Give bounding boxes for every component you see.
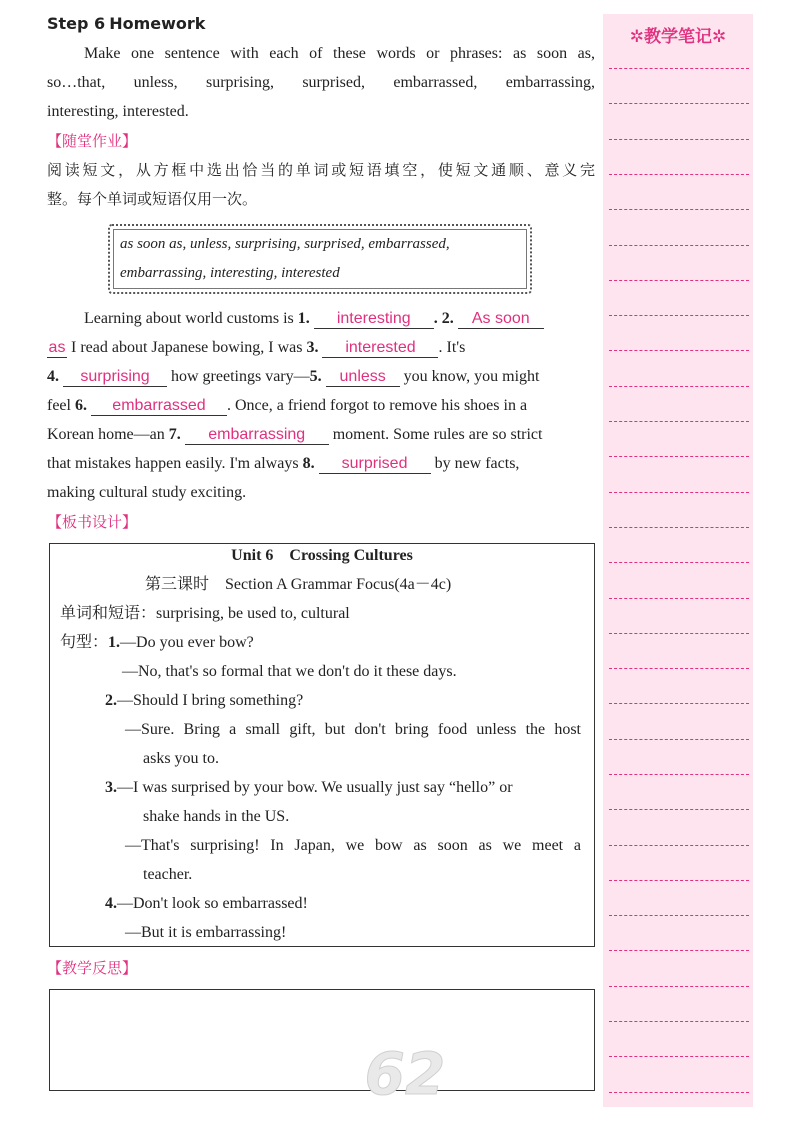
passage-text: by new facts, bbox=[430, 455, 520, 472]
notes-rule bbox=[609, 986, 749, 987]
notes-rule bbox=[609, 456, 749, 457]
pattern-num-2: 2. bbox=[105, 692, 117, 709]
notes-rule bbox=[609, 174, 749, 175]
homework-line-1: Make one sentence with each of these words or phrases: as soon as, bbox=[84, 45, 595, 62]
passage-text: how greetings vary— bbox=[167, 368, 310, 385]
homework-line-2: so…that, unless, surprising, surprised, embarrassed, embarrassing, bbox=[47, 74, 595, 91]
word-box bbox=[108, 224, 532, 294]
answer-8: surprised bbox=[319, 455, 431, 474]
pattern-2-answer-2: asks you to. bbox=[143, 750, 219, 767]
reflection-heading: 【教学反思】 bbox=[47, 959, 138, 977]
answer-2b: as bbox=[48, 339, 66, 356]
blank-number-2: . 2. bbox=[433, 310, 454, 327]
notes-rule bbox=[609, 421, 749, 422]
blank-number-5: 5. bbox=[309, 368, 322, 385]
passage-line-6 bbox=[47, 454, 595, 474]
pattern-1-answer: —No, that's so formal that we don't do it these days. bbox=[122, 663, 457, 680]
word-box-line-1: as soon as, unless, surprising, surprised, embarrassed, bbox=[120, 236, 450, 252]
notes-title: ✲教学笔记✲ bbox=[629, 27, 727, 47]
passage-line-4 bbox=[47, 396, 595, 416]
pattern-1 bbox=[60, 633, 254, 653]
passage-line-3 bbox=[47, 367, 595, 387]
notes-rule bbox=[609, 809, 749, 810]
notes-rule bbox=[609, 280, 749, 281]
notes-column bbox=[603, 14, 753, 1107]
pattern-text: —Do you ever bow? bbox=[120, 634, 254, 651]
passage-line-5 bbox=[47, 425, 595, 445]
notes-rule bbox=[609, 139, 749, 140]
notes-rule bbox=[609, 598, 749, 599]
word-box-line-2: embarrassing, interesting, interested bbox=[120, 265, 340, 281]
pattern-num-1: 1. bbox=[108, 634, 121, 651]
passage-text: moment. Some rules are so strict bbox=[328, 426, 543, 443]
classwork-heading: 【随堂作业】 bbox=[47, 132, 138, 150]
step-label: Step 6 bbox=[47, 14, 106, 33]
notes-rule bbox=[609, 1056, 749, 1057]
pattern-3-q-2: shake hands in the US. bbox=[143, 808, 290, 825]
notes-rule bbox=[609, 103, 749, 104]
notes-rule bbox=[609, 950, 749, 951]
answer-4: surprising bbox=[63, 368, 167, 387]
board-subtitle: 第三课时 Section A Grammar Focus(4a－4c) bbox=[145, 576, 452, 593]
notes-rule bbox=[609, 845, 749, 846]
pattern-2 bbox=[105, 691, 303, 711]
passage-text: Korean home—an bbox=[47, 426, 169, 443]
instruction-line-2: 整。每个单词或短语仅用一次。 bbox=[47, 190, 258, 208]
pattern-4-answer: —But it is embarrassing! bbox=[125, 924, 287, 941]
blank-number-1: 1. bbox=[297, 310, 310, 327]
homework-heading bbox=[47, 14, 595, 35]
answer-3: interested bbox=[322, 339, 438, 358]
passage-text: . Once, a friend forgot to remove his shoes in a bbox=[226, 397, 528, 414]
blank-number-7: 7. bbox=[168, 426, 181, 443]
notes-rule bbox=[609, 492, 749, 493]
pattern-4 bbox=[105, 894, 308, 914]
pattern-3-answer-2: teacher. bbox=[143, 866, 193, 883]
notes-rule bbox=[609, 1092, 749, 1093]
passage-text: you know, you might bbox=[399, 368, 540, 385]
passage-text: feel bbox=[47, 397, 75, 414]
notes-rule bbox=[609, 527, 749, 528]
notes-rule bbox=[609, 1021, 749, 1022]
board-title: Unit 6 Crossing Cultures bbox=[231, 547, 413, 564]
notes-rule bbox=[609, 739, 749, 740]
pattern-text: —Don't look so embarrassed! bbox=[117, 895, 308, 912]
passage-text: I read about Japanese bowing, I was bbox=[67, 339, 307, 356]
pattern-2-answer-1: —Sure. Bring a small gift, but don't bring food unless the host bbox=[125, 721, 581, 738]
notes-rule bbox=[609, 350, 749, 351]
blank-number-6: 6. bbox=[74, 397, 87, 414]
passage-line-2 bbox=[47, 338, 595, 358]
notes-rule bbox=[609, 68, 749, 69]
passage-line-7: making cultural study exciting. bbox=[47, 484, 247, 501]
notes-rule bbox=[609, 562, 749, 563]
notes-rule bbox=[609, 703, 749, 704]
answer-1: interesting bbox=[314, 310, 434, 329]
notes-rule bbox=[609, 880, 749, 881]
blank-number-8: 8. bbox=[302, 455, 315, 472]
pattern-3-answer-1: —That's surprising! In Japan, we bow as soon as we meet a bbox=[125, 837, 581, 854]
answer-7: embarrassing bbox=[185, 426, 329, 445]
pattern-text: —I was surprised by your bow. We usually just say “hello” or bbox=[117, 779, 513, 796]
pattern-3 bbox=[105, 778, 513, 798]
notes-rule bbox=[609, 315, 749, 316]
notes-rule bbox=[609, 245, 749, 246]
passage-text: . It's bbox=[438, 339, 466, 356]
answer-5: unless bbox=[326, 368, 400, 387]
passage-line-1 bbox=[84, 309, 595, 329]
board-heading: 【板书设计】 bbox=[47, 513, 138, 531]
notes-rule bbox=[609, 668, 749, 669]
notes-rule bbox=[609, 209, 749, 210]
answer-2a: As soon bbox=[458, 310, 544, 329]
instruction-line-1: 阅读短文，从方框中选出恰当的单词或短语填空，使短文通顺、意义完 bbox=[47, 161, 595, 179]
pattern-num-4: 4. bbox=[105, 895, 117, 912]
homework-line-3: interesting, interested. bbox=[47, 103, 189, 120]
answer-6: embarrassed bbox=[91, 397, 227, 416]
page-number: 62 bbox=[364, 1040, 446, 1108]
passage-text: that mistakes happen easily. I'm always bbox=[47, 455, 303, 472]
board-box bbox=[49, 543, 595, 947]
notes-rule bbox=[609, 633, 749, 634]
notes-rule bbox=[609, 386, 749, 387]
reflection-box[interactable] bbox=[49, 989, 595, 1091]
passage-text: Learning about world customs is bbox=[84, 310, 298, 327]
pattern-num-3: 3. bbox=[105, 779, 117, 796]
notes-rule bbox=[609, 774, 749, 775]
step-title: Homework bbox=[109, 14, 206, 33]
blank-number-3: 3. bbox=[306, 339, 319, 356]
pattern-text: —Should I bring something? bbox=[117, 692, 304, 709]
notes-rule bbox=[609, 915, 749, 916]
blank-number-4: 4. bbox=[47, 368, 59, 385]
board-vocab: 单词和短语：surprising, be used to, cultural bbox=[60, 605, 350, 622]
pattern-label: 句型： bbox=[60, 634, 109, 651]
